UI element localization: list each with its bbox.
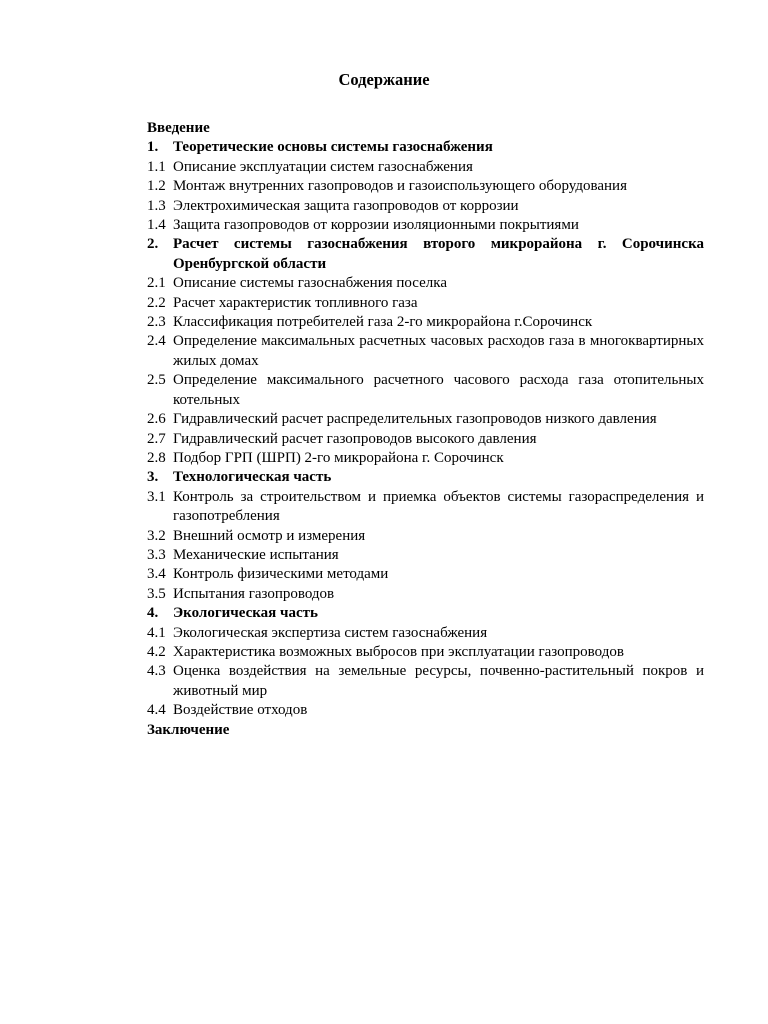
- toc-entry-number: 4.1: [147, 624, 166, 641]
- toc-entry-number: 1.1: [147, 158, 166, 175]
- toc-entry-number: 1.2: [147, 178, 166, 195]
- toc-entry: [147, 197, 704, 216]
- toc-entry: [147, 662, 704, 701]
- toc-entry-number: 2.4: [147, 333, 166, 350]
- toc-entry: [147, 643, 704, 662]
- toc-entry: [147, 604, 704, 623]
- toc-entry: [147, 468, 704, 487]
- toc-entry: [147, 546, 704, 565]
- toc-entry-text: Описание эксплуатации систем газоснабжения: [173, 158, 473, 175]
- toc-entry-number: 4.2: [147, 643, 166, 660]
- toc-entry: [147, 585, 704, 604]
- toc-entry: [147, 274, 704, 293]
- toc-entry: [147, 371, 704, 410]
- toc-entry-number: 4.: [147, 605, 159, 622]
- toc-entry: [147, 527, 704, 546]
- toc-entry-text: Классификация потребителей газа 2-го микрорайона г.Сорочинск: [173, 314, 593, 331]
- toc-entry-number: 4.3: [147, 663, 166, 680]
- toc-conclusion: Заключение: [147, 721, 230, 738]
- toc-entry-number: 2.2: [147, 294, 166, 311]
- toc-entry-text: Теоретические основы системы газоснабжения: [173, 139, 493, 156]
- toc-entry-text: Монтаж внутренних газопроводов и газоиспользующего оборудования: [173, 178, 627, 195]
- toc-entry-text: Расчет системы газоснабжения второго микрорайона г. Сорочинска Оренбургской области: [173, 236, 704, 272]
- toc-entry-text: Электрохимическая защита газопроводов от коррозии: [173, 197, 519, 214]
- toc-entry-text: Экологическая экспертиза систем газоснабжения: [173, 624, 488, 641]
- toc-entry: [147, 410, 704, 429]
- toc-entry-number: 3.3: [147, 546, 166, 563]
- toc-entry-text: Определение максимального расчетного часового расхода газа отопительных котельных: [173, 372, 704, 408]
- toc-entry: [147, 565, 704, 584]
- toc-entries: [147, 138, 704, 720]
- toc-entry-text: Описание системы газоснабжения поселка: [173, 275, 447, 292]
- toc-entry-number: 3.: [147, 469, 159, 486]
- toc-entry-text: Защита газопроводов от коррозии изоляционными покрытиями: [173, 217, 579, 234]
- toc-entry-number: 3.4: [147, 566, 166, 583]
- page-title: Содержание: [338, 70, 430, 89]
- toc-entry-text: Контроль за строительством и приемка объектов системы газораспределения и газопотребления: [173, 488, 704, 525]
- toc-entry-text: Испытания газопроводов: [173, 585, 335, 602]
- toc-intro: Введение: [147, 120, 210, 136]
- toc-entry: [147, 449, 704, 468]
- toc-entry-number: 1.: [147, 139, 159, 156]
- toc-entry: [147, 216, 704, 235]
- toc-entry-number: 4.4: [147, 702, 166, 719]
- toc-entry-number: 2.: [147, 236, 159, 253]
- toc-entry: [147, 430, 704, 449]
- toc-entry-text: Экологическая часть: [173, 605, 318, 622]
- toc-entry-number: 1.4: [147, 217, 166, 234]
- toc-entry-text: Расчет характеристик топливного газа: [173, 294, 418, 311]
- toc-entry-text: Оценка воздействия на земельные ресурсы, почвенно-растительный покров и животный мир: [173, 663, 704, 699]
- toc-entry-number: 3.2: [147, 527, 166, 544]
- toc-entry: [147, 158, 704, 177]
- toc-entry-number: 3.5: [147, 585, 166, 602]
- toc-entry-number: 2.7: [147, 430, 166, 447]
- toc-entry-text: Внешний осмотр и измерения: [173, 527, 366, 544]
- toc-entry-text: Гидравлический расчет распределительных газопроводов низкого давления: [173, 411, 657, 428]
- toc-entry-number: 2.1: [147, 275, 166, 292]
- toc-entry: [147, 332, 704, 371]
- toc-entry: [147, 294, 704, 313]
- toc-entry: [147, 235, 704, 274]
- toc-entry-number: 1.3: [147, 197, 166, 214]
- toc-entry-text: Подбор ГРП (ШРП) 2-го микрорайона г. Сорочинск: [173, 449, 504, 466]
- toc-entry-text: Определение максимальных расчетных часовых расходов газа в многоквартирных жилых домах: [173, 333, 704, 369]
- toc-entry: [147, 624, 704, 643]
- toc-entry-text: Характеристика возможных выбросов при эксплуатации газопроводов: [173, 643, 624, 660]
- toc-entry-number: 2.6: [147, 411, 166, 428]
- toc-entry: [147, 313, 704, 332]
- toc-entry-text: Гидравлический расчет газопроводов высокого давления: [173, 430, 537, 447]
- toc-entry: [147, 488, 704, 527]
- table-of-contents: [147, 119, 704, 740]
- toc-entry: [147, 138, 704, 157]
- toc-entry-text: Механические испытания: [173, 546, 339, 563]
- toc-entry: [147, 701, 704, 720]
- toc-entry-number: 3.1: [147, 488, 166, 505]
- toc-entry-text: Воздействие отходов: [173, 702, 308, 719]
- toc-entry-text: Технологическая часть: [173, 469, 332, 486]
- toc-entry-number: 2.5: [147, 372, 166, 389]
- toc-entry-text: Контроль физическими методами: [173, 566, 389, 583]
- toc-entry: [147, 177, 704, 196]
- toc-entry-number: 2.3: [147, 314, 166, 331]
- toc-entry-number: 2.8: [147, 449, 166, 466]
